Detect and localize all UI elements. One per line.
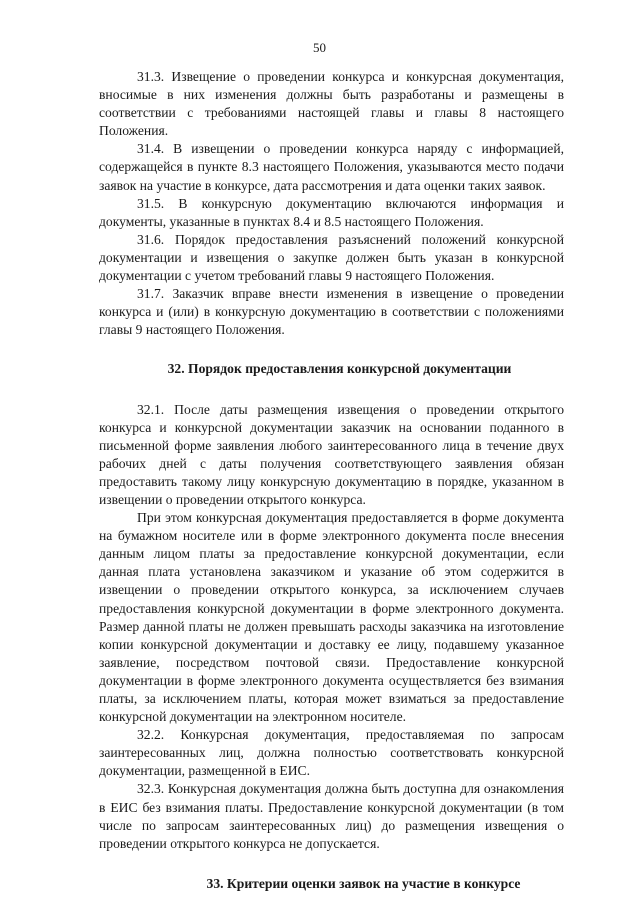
paragraph-32-1: 32.1. После даты размещения извещения о проведении открытого конкурса и конкурсной документации заказчик на основании поданного в письменной форме заявления любого заинтересованного лица в течение двух рабочих дней с даты получения соответствующего заявления обязан предоставить такому лицу конкурсную документацию в порядке, указанном в извещении о проведении открытого конкурса. [99, 401, 564, 507]
paragraph-32-1-continued: При этом конкурсная документация предоставляется в форме документа на бумажном носителе или в форме электронного документа после внесения данным лицом платы за предоставление конкурсной документации, если данная плата установлена заказчиком и указание об этом содержится в извещении о проведении открытого конкурса, за исключением случаев предоставления конкурсной документации в форме электронного документа. Размер данной платы не должен превышать расходы заказчика на изготовление копии конкурсной документации и доставку ее лицу, подавшему указанное заявление, посредством почтовой связи. Предоставление конкурсной документации в форме электронного документа осуществляется без взимания платы, за исключением платы, которая может взиматься за предоставление конкурсной документации на электронном носителе. [99, 510, 564, 725]
section-heading-32: 32. Порядок предоставления конкурсной документации [167, 361, 512, 377]
page-content [99, 68, 564, 893]
paragraph-32-2: 32.2. Конкурсная документация, предоставляемая по запросам заинтересованных лиц, должна полностью соответствовать конкурсной документации, размещенной в ЕИС. [99, 727, 564, 779]
paragraph-31-7: 31.7. Заказчик вправе внести изменения в извещение о проведении конкурса и (или) в конкурсную документацию в соответствии с положениями главы 9 настоящего Положения. [99, 286, 564, 338]
page-number: 50 [313, 40, 326, 55]
paragraph-31-5: 31.5. В конкурсную документацию включаются информация и документы, указанные в пунктах 8.4 и 8.5 настоящего Положения. [99, 195, 564, 229]
section-heading-33: 33. Критерии оценки заявок на участие в конкурсе [206, 875, 521, 891]
paragraph-31-4: 31.4. В извещении о проведении конкурса наряду с информацией, содержащейся в пункте 8.3 настоящего Положения, указываются место подачи заявок на участие в конкурсе, дата рассмотрения и дата оценки таких заявок. [99, 141, 564, 193]
paragraph-32-3: 32.3. Конкурсная документация должна быть доступна для ознакомления в ЕИС без взимания платы. Предоставление конкурсной документации (в том числе по запросам заинтересованных лиц) до размещения извещения о проведении открытого конкурса не допускается. [99, 781, 564, 851]
paragraph-31-6: 31.6. Порядок предоставления разъяснений положений конкурсной документации и извещения о закупке должен быть указан в конкурсной документации с учетом требований главы 9 настоящего Положения. [99, 231, 564, 284]
paragraph-31-3: 31.3. Извещение о проведении конкурса и конкурсная документация, вносимые в них изменения должны быть разработаны и размещены в соответствии с требованиями настоящей главы и главы 8 настоящего Положения. [99, 69, 564, 139]
